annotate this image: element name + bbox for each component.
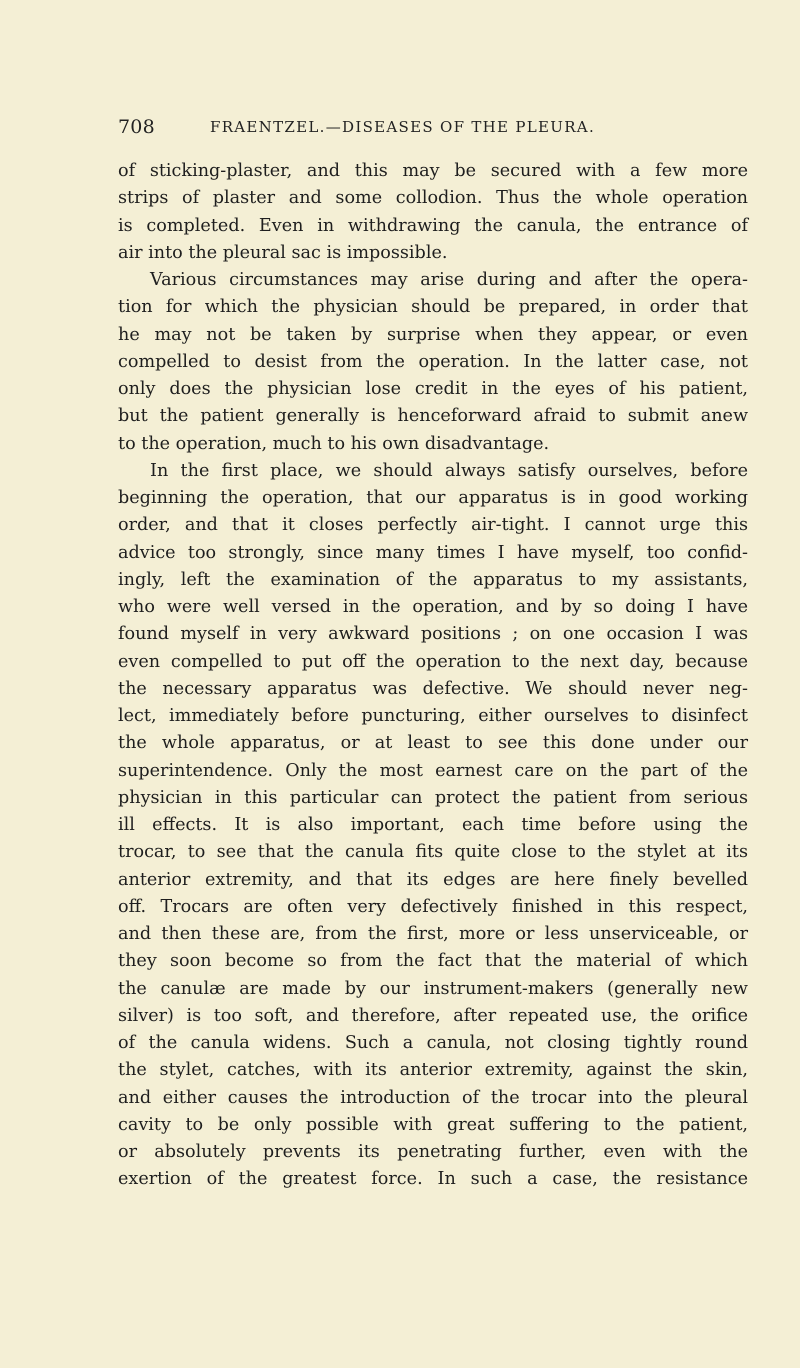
text-line: the whole apparatus, or at least to see this done under our bbox=[118, 733, 748, 754]
page-number: 708 bbox=[118, 116, 155, 138]
text-line: beginning the operation, that our apparatus is in good working bbox=[118, 488, 748, 508]
text-line: the stylet, catches, with its anterior extremity, against the skin, bbox=[118, 1060, 748, 1081]
text-line: who were well versed in the operation, and by so doing I have bbox=[118, 597, 748, 617]
running-head bbox=[118, 116, 748, 140]
text-line: found myself in very awkward positions ; on one occasion I was bbox=[118, 624, 748, 645]
text-line: the necessary apparatus was defective. We should never neg- bbox=[118, 678, 748, 699]
text-line: ingly, left the examination of the apparatus to my assistants, bbox=[118, 569, 748, 590]
body-text bbox=[118, 158, 748, 1194]
text-line: only does the physician lose credit in the eyes of his patient, bbox=[118, 379, 748, 399]
text-line: and either causes the introduction of the trocar into the pleural bbox=[118, 1087, 748, 1108]
text-line: is completed. Even in withdrawing the canula, the entrance of bbox=[118, 215, 748, 236]
text-line: but the patient generally is henceforward afraid to submit anew bbox=[118, 406, 748, 427]
text-line: superintendence. Only the most earnest care on the part of the bbox=[118, 760, 748, 781]
text-line: lect, immediately before puncturing, either ourselves to disinfect bbox=[118, 706, 748, 726]
text-line: off. Trocars are often very defectively finished in this respect, bbox=[118, 896, 748, 917]
text-line: order, and that it closes perfectly air-tight. I cannot urge this bbox=[118, 515, 748, 536]
text-line: advice too strongly, since many times I have myself, too confid- bbox=[118, 542, 748, 563]
text-line: strips of plaster and some collodion. Thus the whole operation bbox=[118, 188, 748, 209]
text-line: anterior extremity, and that its edges are here finely bevelled bbox=[118, 869, 748, 890]
text-line: they soon become so from the fact that the material of which bbox=[118, 951, 748, 972]
text-line: Various circumstances may arise during and after the opera- bbox=[150, 270, 748, 290]
text-line: of sticking-plaster, and this may be secured with a few more bbox=[118, 161, 748, 181]
text-line: or absolutely prevents its penetrating further, even with the bbox=[118, 1142, 748, 1162]
text-line: cavity to be only possible with great suffering to the patient, bbox=[118, 1114, 748, 1135]
text-line: to the operation, much to his own disadvantage. bbox=[118, 433, 550, 454]
text-line: physician in this particular can protect the patient from serious bbox=[118, 787, 748, 808]
text-line: of the canula widens. Such a canula, not closing tightly round bbox=[118, 1033, 748, 1053]
text-line: tion for which the physician should be prepared, in order that bbox=[118, 297, 748, 318]
text-line: compelled to desist from the operation. In the latter case, not bbox=[118, 351, 748, 372]
text-line: even compelled to put off the operation to the next day, because bbox=[118, 651, 748, 672]
text-line: ill effects. It is also important, each time before using the bbox=[118, 815, 748, 835]
text-line: and then these are, from the first, more or less unserviceable, or bbox=[118, 924, 748, 944]
text-line: silver) is too soft, and therefore, after repeated use, the orifice bbox=[118, 1005, 748, 1026]
text-line: the canulæ are made by our instrument-makers (generally new bbox=[118, 978, 748, 999]
text-line: exertion of the greatest force. In such a case, the resistance bbox=[118, 1169, 748, 1190]
running-title: FRAENTZEL.—DISEASES OF THE PLEURA. bbox=[210, 118, 596, 136]
text-line: air into the pleural sac is impossible. bbox=[118, 242, 448, 263]
text-line: trocar, to see that the canula fits quite close to the stylet at its bbox=[118, 842, 748, 863]
text-line: In the first place, we should always satisfy ourselves, before bbox=[150, 460, 748, 481]
text-line: he may not be taken by surprise when they appear, or even bbox=[118, 324, 748, 345]
